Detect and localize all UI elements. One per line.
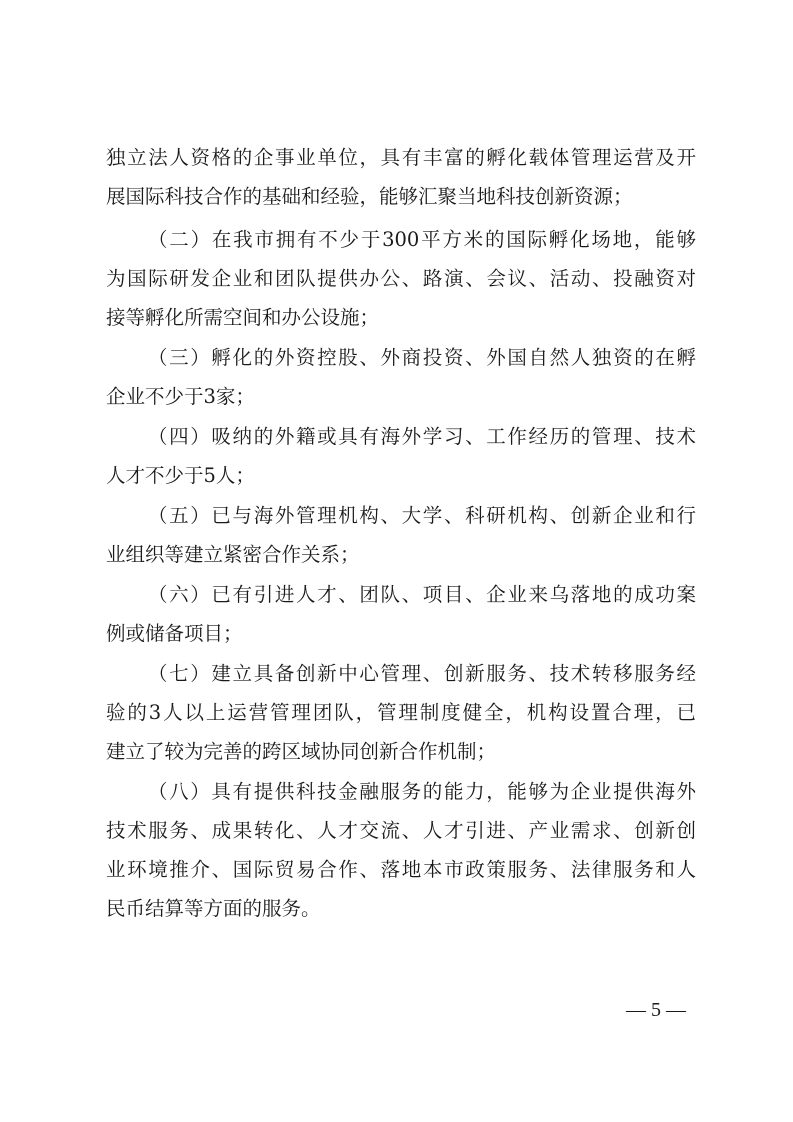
text-line: 企业不少于3家； [106,385,255,408]
text-line: （六）已有引进人才、团队、项目、企业来乌落地的成功案 [148,583,696,606]
text-line: （三）孵化的外资控股、外商投资、外国自然人独资的在孵 [148,346,696,369]
text-line: 独立法人资格的企事业单位，具有丰富的孵化载体管理运营及开 [106,146,696,169]
text-line: 民币结算等方面的服务。 [106,897,321,920]
text-line: 接等孵化所需空间和办公设施； [106,306,380,329]
text-line: 业环境推介、国际贸易合作、落地本市政策服务、法律服务和人 [106,858,696,881]
text-line: （四）吸纳的外籍或具有海外学习、工作经历的管理、技术 [148,425,696,448]
text-line: 人才不少于5人； [106,464,255,487]
text-line: 技术服务、成果转化、人才交流、人才引进、产业需求、创新创 [106,819,696,842]
text-line: 建立了较为完善的跨区域协同创新合作机制； [106,740,497,763]
text-line: 业组织等建立紧密合作关系； [106,543,360,566]
text-line: 展国际科技合作的基础和经验，能够汇聚当地科技创新资源； [106,185,633,208]
text-line: （二）在我市拥有不少于300平方米的国际孵化场地，能够 [148,228,696,251]
text-line: 为国际研发企业和团队提供办公、路演、会议、活动、投融资对 [106,267,696,290]
page-number: — 5 — [626,999,686,1021]
text-line: （七）建立具备创新中心管理、创新服务、技术转移服务经 [148,662,696,685]
text-line: 例或储备项目； [106,622,243,645]
text-line: 验的3人以上运营管理团队，管理制度健全，机构设置合理，已 [106,701,696,724]
text-line: （五）已与海外管理机构、大学、科研机构、创新企业和行 [148,504,696,527]
text-line: （八）具有提供科技金融服务的能力，能够为企业提供海外 [148,780,696,803]
